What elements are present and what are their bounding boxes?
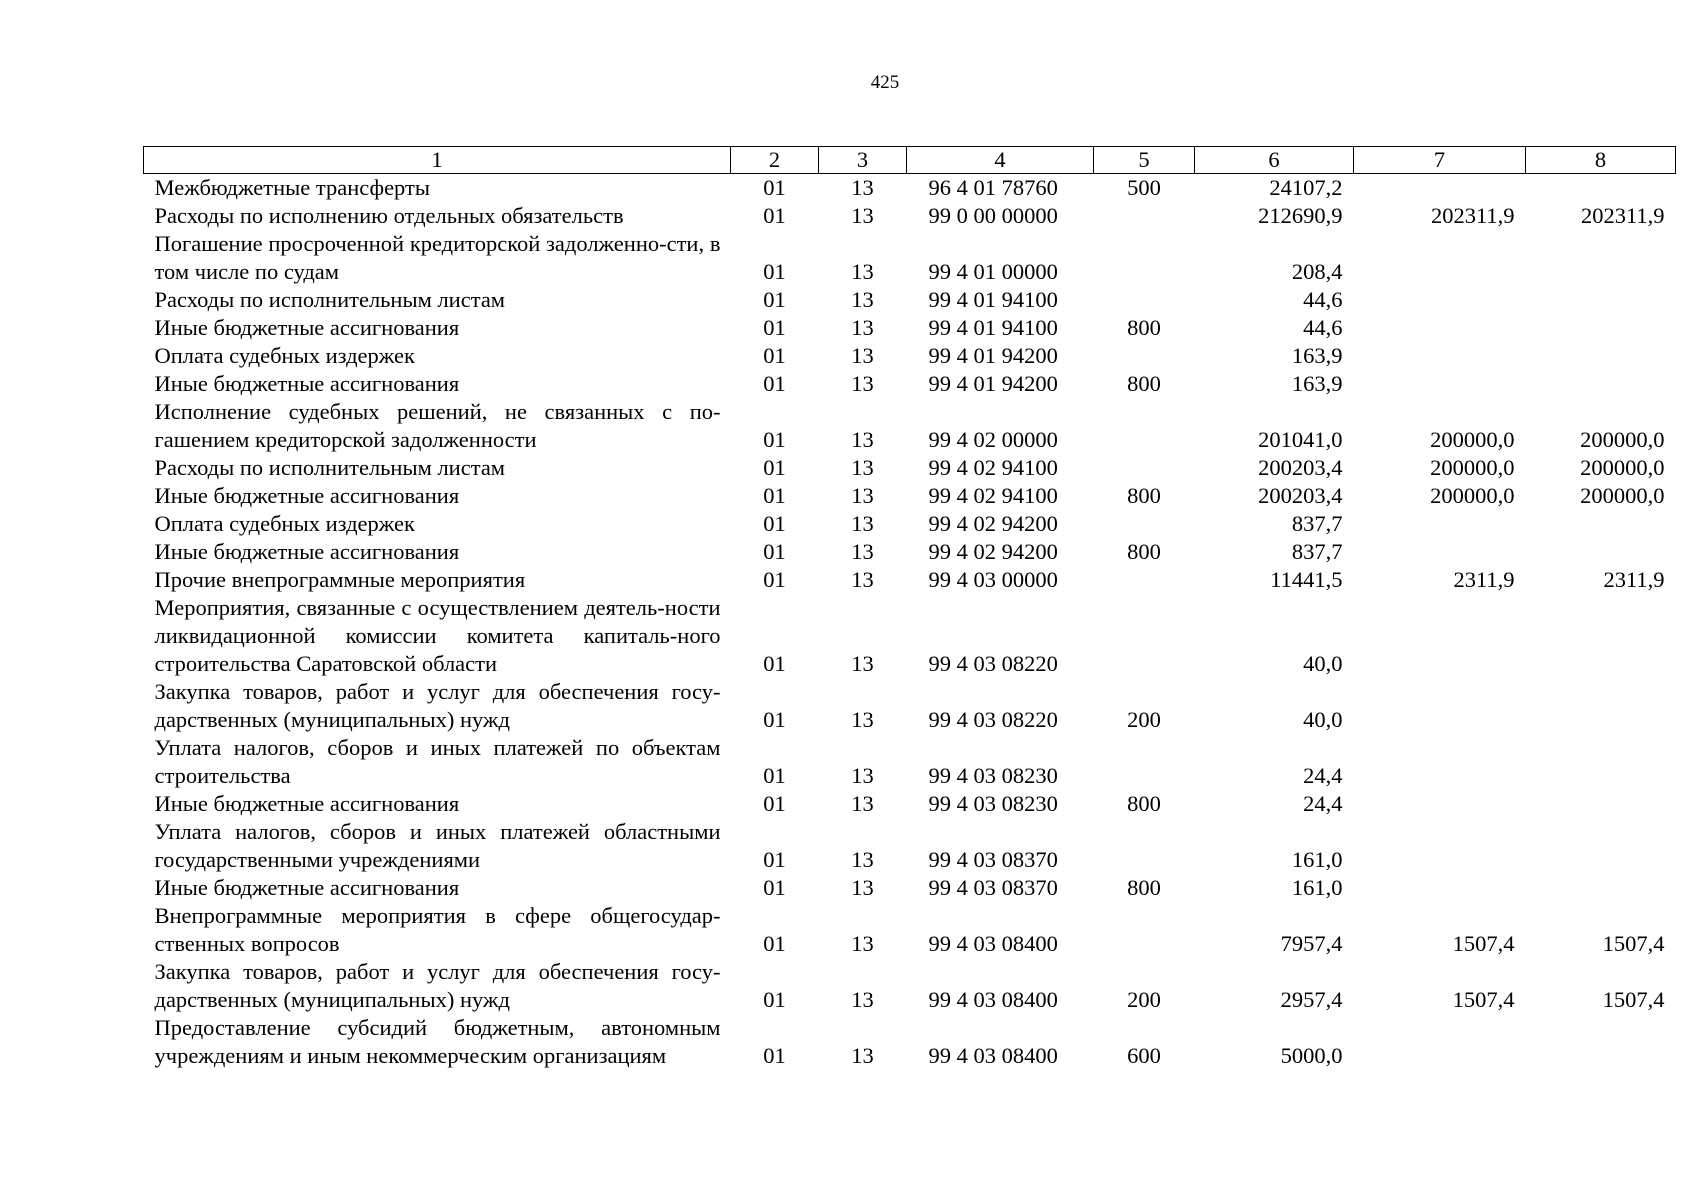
column-header-6: 6 [1195,147,1354,174]
table-row [144,314,1676,342]
item-name: Оплата судебных издержек [154,511,415,536]
amount-col-8 [1526,314,1676,342]
page-number: 425 [870,72,900,93]
subsection-code: 13 [851,175,874,200]
amount-col-8: 200000,0 [1580,483,1665,508]
section-code: 01 [763,763,786,788]
item-name: Иные бюджетные ассигнования [154,539,460,564]
table-row [144,202,1676,230]
table-row [144,594,1676,678]
expense-type-code [1094,286,1195,314]
table-row [144,482,1676,510]
expense-type-code: 500 [1127,175,1161,200]
subsection-code: 13 [851,315,874,340]
subsection-code: 13 [851,567,874,592]
expense-type-code: 800 [1127,539,1161,564]
section-code: 01 [763,511,786,536]
table-row [144,174,1676,203]
section-code: 01 [763,371,786,396]
amount-col-7: 1507,4 [1452,987,1515,1012]
target-article-code: 96 4 01 78760 [928,175,1058,200]
subsection-code: 13 [851,259,874,284]
amount-col-6: 7957,4 [1280,931,1343,956]
table-row [144,874,1676,902]
section-code: 01 [763,1043,786,1068]
section-code: 01 [763,343,786,368]
subsection-code: 13 [851,427,874,452]
budget-table [143,146,1676,1070]
amount-col-6: 163,9 [1291,343,1343,368]
amount-col-8: 202311,9 [1580,203,1665,228]
subsection-code: 13 [851,1043,874,1068]
subsection-code: 13 [851,707,874,732]
column-header-4: 4 [907,147,1094,174]
amount-col-7 [1354,286,1526,314]
section-code: 01 [763,987,786,1012]
section-code: 01 [763,315,786,340]
target-article-code: 99 4 02 94100 [928,455,1058,480]
subsection-code: 13 [851,371,874,396]
table-row [144,678,1676,734]
expense-type-code [1094,202,1195,230]
section-code: 01 [763,707,786,732]
amount-col-8 [1526,230,1676,286]
expense-type-code: 800 [1127,371,1161,396]
amount-col-8 [1526,678,1676,734]
subsection-code: 13 [851,931,874,956]
amount-col-8: 1507,4 [1602,931,1665,956]
target-article-code: 99 4 03 08230 [928,791,1058,816]
expense-type-code [1094,818,1195,874]
amount-col-6: 163,9 [1291,371,1343,396]
subsection-code: 13 [851,455,874,480]
table-row [144,370,1676,398]
expense-type-code: 800 [1127,315,1161,340]
subsection-code: 13 [851,875,874,900]
table-row [144,902,1676,958]
subsection-code: 13 [851,847,874,872]
subsection-code: 13 [851,511,874,536]
item-name: Оплата судебных издержек [154,343,415,368]
expense-type-code: 800 [1127,875,1161,900]
column-header-3: 3 [819,147,907,174]
table-row [144,230,1676,286]
expense-type-code [1094,566,1195,594]
subsection-code: 13 [851,651,874,676]
target-article-code: 99 4 03 08370 [928,847,1058,872]
subsection-code: 13 [851,483,874,508]
item-name: Прочие внепрограммные мероприятия [154,567,526,592]
item-name: Иные бюджетные ассигнования [154,875,460,900]
amount-col-7 [1354,538,1526,566]
item-name: Иные бюджетные ассигнования [154,791,460,816]
column-header-1: 1 [144,147,731,174]
header-row [144,147,1676,174]
expense-type-code: 200 [1127,707,1161,732]
item-name: Закупка товаров, работ и услуг для обеспечения госу-дарственных (муниципальных) нужд [154,959,721,1012]
item-name: Иные бюджетные ассигнования [154,315,460,340]
amount-col-7: 200000,0 [1430,483,1515,508]
item-name: Иные бюджетные ассигнования [154,371,460,396]
section-code: 01 [763,427,786,452]
target-article-code: 99 4 03 00000 [928,567,1058,592]
subsection-code: 13 [851,287,874,312]
expense-type-code [1094,902,1195,958]
item-name: Исполнение судебных решений, не связанных с по-гашением кредиторской задолженности [154,399,721,452]
item-name: Внепрограммные мероприятия в сфере общегосудар-ственных вопросов [154,903,721,956]
item-name: Расходы по исполнительным листам [154,287,506,312]
expense-type-code [1094,594,1195,678]
column-header-5: 5 [1094,147,1195,174]
table-row [144,510,1676,538]
table-row [144,398,1676,454]
amount-col-8 [1526,874,1676,902]
expense-type-code [1094,398,1195,454]
amount-col-7 [1354,734,1526,790]
table-row [144,790,1676,818]
amount-col-6: 24107,2 [1269,175,1343,200]
amount-col-8 [1526,342,1676,370]
amount-col-7: 200000,0 [1430,455,1515,480]
table-body [144,174,1676,1071]
section-code: 01 [763,567,786,592]
target-article-code: 99 4 01 00000 [928,259,1058,284]
target-article-code: 99 4 01 94100 [928,315,1058,340]
section-code: 01 [763,287,786,312]
amount-col-7 [1354,510,1526,538]
column-header-7: 7 [1354,147,1526,174]
amount-col-8 [1526,538,1676,566]
item-name: Межбюджетные трансферты [154,175,430,200]
amount-col-6: 44,6 [1303,287,1343,312]
subsection-code: 13 [851,343,874,368]
section-code: 01 [763,847,786,872]
amount-col-7: 202311,9 [1430,203,1515,228]
amount-col-6: 40,0 [1303,651,1343,676]
amount-col-8 [1526,790,1676,818]
amount-col-7 [1354,1014,1526,1070]
item-name: Расходы по исполнительным листам [154,455,506,480]
target-article-code: 99 4 02 94100 [928,483,1058,508]
amount-col-6: 24,4 [1303,791,1343,816]
section-code: 01 [763,539,786,564]
expense-type-code [1094,734,1195,790]
amount-col-8: 2311,9 [1603,567,1665,592]
subsection-code: 13 [851,987,874,1012]
amount-col-8 [1526,818,1676,874]
amount-col-7 [1354,174,1526,203]
amount-col-7 [1354,874,1526,902]
section-code: 01 [763,203,786,228]
amount-col-6: 5000,0 [1280,1043,1343,1068]
table-row [144,734,1676,790]
amount-col-8 [1526,510,1676,538]
subsection-code: 13 [851,791,874,816]
section-code: 01 [763,455,786,480]
table-row [144,566,1676,594]
target-article-code: 99 0 00 00000 [928,203,1058,228]
item-name: Уплата налогов, сборов и иных платежей областными государственными учреждениями [154,819,721,872]
section-code: 01 [763,875,786,900]
amount-col-6: 2957,4 [1280,987,1343,1012]
amount-col-6: 837,7 [1291,511,1343,536]
section-code: 01 [763,931,786,956]
column-header-8: 8 [1526,147,1676,174]
expense-type-code [1094,230,1195,286]
section-code: 01 [763,259,786,284]
amount-col-6: 11441,5 [1270,567,1343,592]
amount-col-8 [1526,594,1676,678]
amount-col-7 [1354,342,1526,370]
amount-col-7 [1354,314,1526,342]
section-code: 01 [763,651,786,676]
expense-type-code [1094,342,1195,370]
amount-col-7: 1507,4 [1452,931,1515,956]
amount-col-6: 200203,4 [1258,483,1343,508]
table-row [144,454,1676,482]
target-article-code: 99 4 02 94200 [928,511,1058,536]
target-article-code: 99 4 03 08400 [928,1043,1058,1068]
target-article-code: 99 4 03 08400 [928,931,1058,956]
amount-col-8: 200000,0 [1580,455,1665,480]
item-name: Закупка товаров, работ и услуг для обеспечения госу-дарственных (муниципальных) нужд [154,679,721,732]
table-row [144,958,1676,1014]
amount-col-6: 200203,4 [1258,455,1343,480]
target-article-code: 99 4 01 94200 [928,343,1058,368]
amount-col-8 [1526,734,1676,790]
amount-col-8: 1507,4 [1602,987,1665,1012]
section-code: 01 [763,175,786,200]
item-name: Уплата налогов, сборов и иных платежей по объектам строительства [154,735,721,788]
target-article-code: 99 4 01 94200 [928,371,1058,396]
amount-col-7 [1354,678,1526,734]
expense-type-code: 800 [1127,483,1161,508]
table-row [144,342,1676,370]
target-article-code: 99 4 03 08220 [928,707,1058,732]
amount-col-8: 200000,0 [1580,427,1665,452]
target-article-code: 99 4 03 08400 [928,987,1058,1012]
table-row [144,1014,1676,1070]
amount-col-7: 200000,0 [1430,427,1515,452]
amount-col-7 [1354,818,1526,874]
expense-type-code [1094,510,1195,538]
target-article-code: 99 4 01 94100 [928,287,1058,312]
amount-col-6: 40,0 [1303,707,1343,732]
amount-col-7 [1354,594,1526,678]
item-name: Иные бюджетные ассигнования [154,483,460,508]
amount-col-6: 837,7 [1291,539,1343,564]
amount-col-7 [1354,370,1526,398]
amount-col-6: 161,0 [1291,847,1343,872]
subsection-code: 13 [851,203,874,228]
item-name: Погашение просроченной кредиторской задолженно-сти, в том числе по судам [154,231,721,284]
amount-col-8 [1526,286,1676,314]
amount-col-6: 201041,0 [1258,427,1343,452]
item-name: Мероприятия, связанные с осуществлением деятель-ности ликвидационной комиссии комитета капиталь-ного строительства Саратовской области [154,595,721,676]
amount-col-8 [1526,370,1676,398]
amount-col-6: 212690,9 [1258,203,1343,228]
target-article-code: 99 4 03 08220 [928,651,1058,676]
amount-col-7 [1354,230,1526,286]
amount-col-8 [1526,1014,1676,1070]
amount-col-8 [1526,174,1676,203]
amount-col-6: 44,6 [1303,315,1343,340]
expense-type-code: 200 [1127,987,1161,1012]
table-row [144,538,1676,566]
expense-type-code: 800 [1127,791,1161,816]
table-row [144,818,1676,874]
amount-col-7 [1354,790,1526,818]
column-header-2: 2 [731,147,819,174]
section-code: 01 [763,791,786,816]
subsection-code: 13 [851,763,874,788]
target-article-code: 99 4 02 00000 [928,427,1058,452]
expense-type-code [1094,454,1195,482]
table-row [144,286,1676,314]
amount-col-7: 2311,9 [1453,567,1515,592]
amount-col-6: 24,4 [1303,763,1343,788]
section-code: 01 [763,483,786,508]
expense-type-code: 600 [1127,1043,1161,1068]
target-article-code: 99 4 02 94200 [928,539,1058,564]
amount-col-6: 208,4 [1291,259,1343,284]
amount-col-6: 161,0 [1291,875,1343,900]
target-article-code: 99 4 03 08370 [928,875,1058,900]
table-header [144,147,1676,174]
target-article-code: 99 4 03 08230 [928,763,1058,788]
item-name: Предоставление субсидий бюджетным, автономным учреждениям и иным некоммерческим организациям [154,1015,721,1068]
subsection-code: 13 [851,539,874,564]
item-name: Расходы по исполнению отдельных обязательств [154,203,624,228]
